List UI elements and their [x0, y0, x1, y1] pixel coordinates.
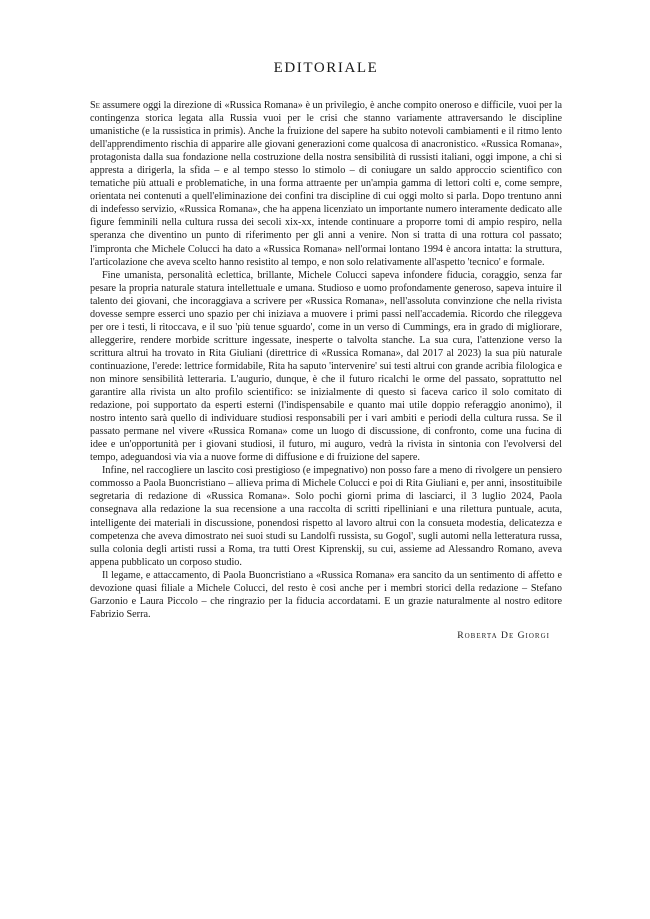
paragraph-4: [90, 569, 562, 621]
paragraph-text: Fine umanista, personalità eclettica, brillante, Michele Colucci sapeva infondere fiducia, coraggio, senza far pesare la propria naturale statura intellettuale e umana. Studioso e uomo profondamente generoso, sapeva intuire il talento dei giovani, che incoraggiava a scrivere per «Russica Romana», nell'assoluta convinzione che nella rivista dovesse sempre esserci uno spazio per chi iniziava a muovere i primi passi nell'accademia. Ricordo che rileggeva per ore i testi, li ritoccava, e il suo 'più tenue sguardo', come in un verso di Cummings, era in grado di migliorare, alleggerire, rendere morbide scritture ingessate, inesperte o talvolta stanche. La sua cura, l'attenzione verso la scrittura altrui ha trovato in Rita Giuliani (direttrice di «Russica Romana», dal 2017 al 2023) la sua più naturale continuazione, l'erede: lettrice formidabile, Rita ha saputo 'intervenire' sui testi altrui con grande acribia filologica e non minore sensibilità letteraria. L'augurio, dunque, è che il futuro ricalchi le orme del passato, soprattutto nel garantire alla rivista un alto profilo scientifico: se inizialmente di questo si faceva carico il solo comitato di redazione, poi supportato da esperti esterni (l'indispensabile e quanto mai utile doppio referaggio anonimo), il nostro intento sarà quello di individuare studiosi responsabili per i vari ambiti e periodi della cultura russa. Se il passato permane nel vivere «Russica Romana» come un luogo di discussione, di confronto, come una fucina di idee e un'opportunità per i giovani studiosi, il futuro, mi auguro, vedrà la rivista in sintonia con l'evolversi del tempo, adeguandosi via via a nuove forme di diffusione e di fruizione del sapere.: [90, 269, 562, 464]
paragraph-text: Il legame, e attaccamento, di Paola Buoncristiano a «Russica Romana» era sancito da un sentimento di affetto e devozione quasi filiale a Michele Colucci, del resto è così anche per i membri storici della redazione – Stefano Garzonio e Laura Piccolo – che ringrazio per la fiducia accordatami. E un grazie naturalmente al nostro editore Fabrizio Serra.: [90, 569, 562, 620]
paragraph-3: [90, 464, 562, 568]
paragraph-1: [90, 99, 562, 269]
paragraph-text: Infine, nel raccogliere un lascito così prestigioso (e impegnativo) non posso fare a meno di rivolgere un pensiero commosso a Paola Buoncristiano – allieva prima di Michele Colucci e poi di Rita Giuliani e, per anni, insostituibile segretaria di redazione di «Russica Romana». Solo pochi giorni prima di lasciarci, il 3 luglio 2024, Paola consegnava alla redazione la sua recensione a una raccolta di scritti ripelliniani e una rilettura puntuale, acuta, intelligente dei materiali in discussione, ponendosi rispetto al lavoro altrui con la consueta modestia, delicatezza e competenza che aveva dimostrato nei suoi studi su Landolfi russista, su Gogol', sugli automi nella letteratura russa, sulla colonia degli artisti russi a Roma, tra tutti Orest Kiprenskij, su cui, assieme ad Alessandro Romano, aveva appena pubblicato un corposo studio.: [90, 465, 562, 568]
paragraph-lead-word: Se: [90, 100, 100, 111]
page-title: EDITORIALE: [273, 60, 379, 76]
editorial-page: [90, 60, 562, 641]
paragraph-text: assumere oggi la direzione di «Russica Romana» è un privilegio, è anche compito oneroso e difficile, vuoi per la contingenza storica legata alla Russia vuoi per le crisi che stanno variamente attraversando le discipline umanistiche (e la russistica in primis). Anche la fruizione del sapere ha subito notevoli cambiamenti e il ritmo lento dell'apprendimento rischia di apparire alle giovani generazioni come qualcosa di anacronistico. «Russica Romana», protagonista dalla sua fondazione nella costruzione della nostra sensibilità di russisti italiani, oggi impone, a chi si appresta a dirigerla, la sfida – e al tempo stesso lo stimolo – di coniugare un saldo approccio scientifico con tematiche più attuali e problematiche, in una forma attraente per un'ampia gamma di lettori colti e, come sempre, orientata nei contenuti a quell'eliminazione dei confini tra discipline di cui oggi molto si parla. Dopo trentuno anni di indefesso servizio, «Russica Romana», che ha appena licenziato un importante numero interamente dedicato alle figure femminili nella cultura russa dei secoli xix-xx, intende continuare a proporre tomi di ampio respiro, nella speranza che diventino un punto di riferimento per gli anni a venire. Non si tratta di una rottura col passato; l'impronta che Michele Colucci ha dato a «Russica Romana» nell'ormai lontano 1994 è ancora intatta: la struttura, l'articolazione che aveva scelto hanno resistito al tempo, e non solo relativamente all'aspetto 'tecnico' e formale.: [90, 100, 562, 268]
author-signature: Roberta De Giorgi: [457, 629, 550, 641]
paragraph-2: [90, 269, 562, 465]
